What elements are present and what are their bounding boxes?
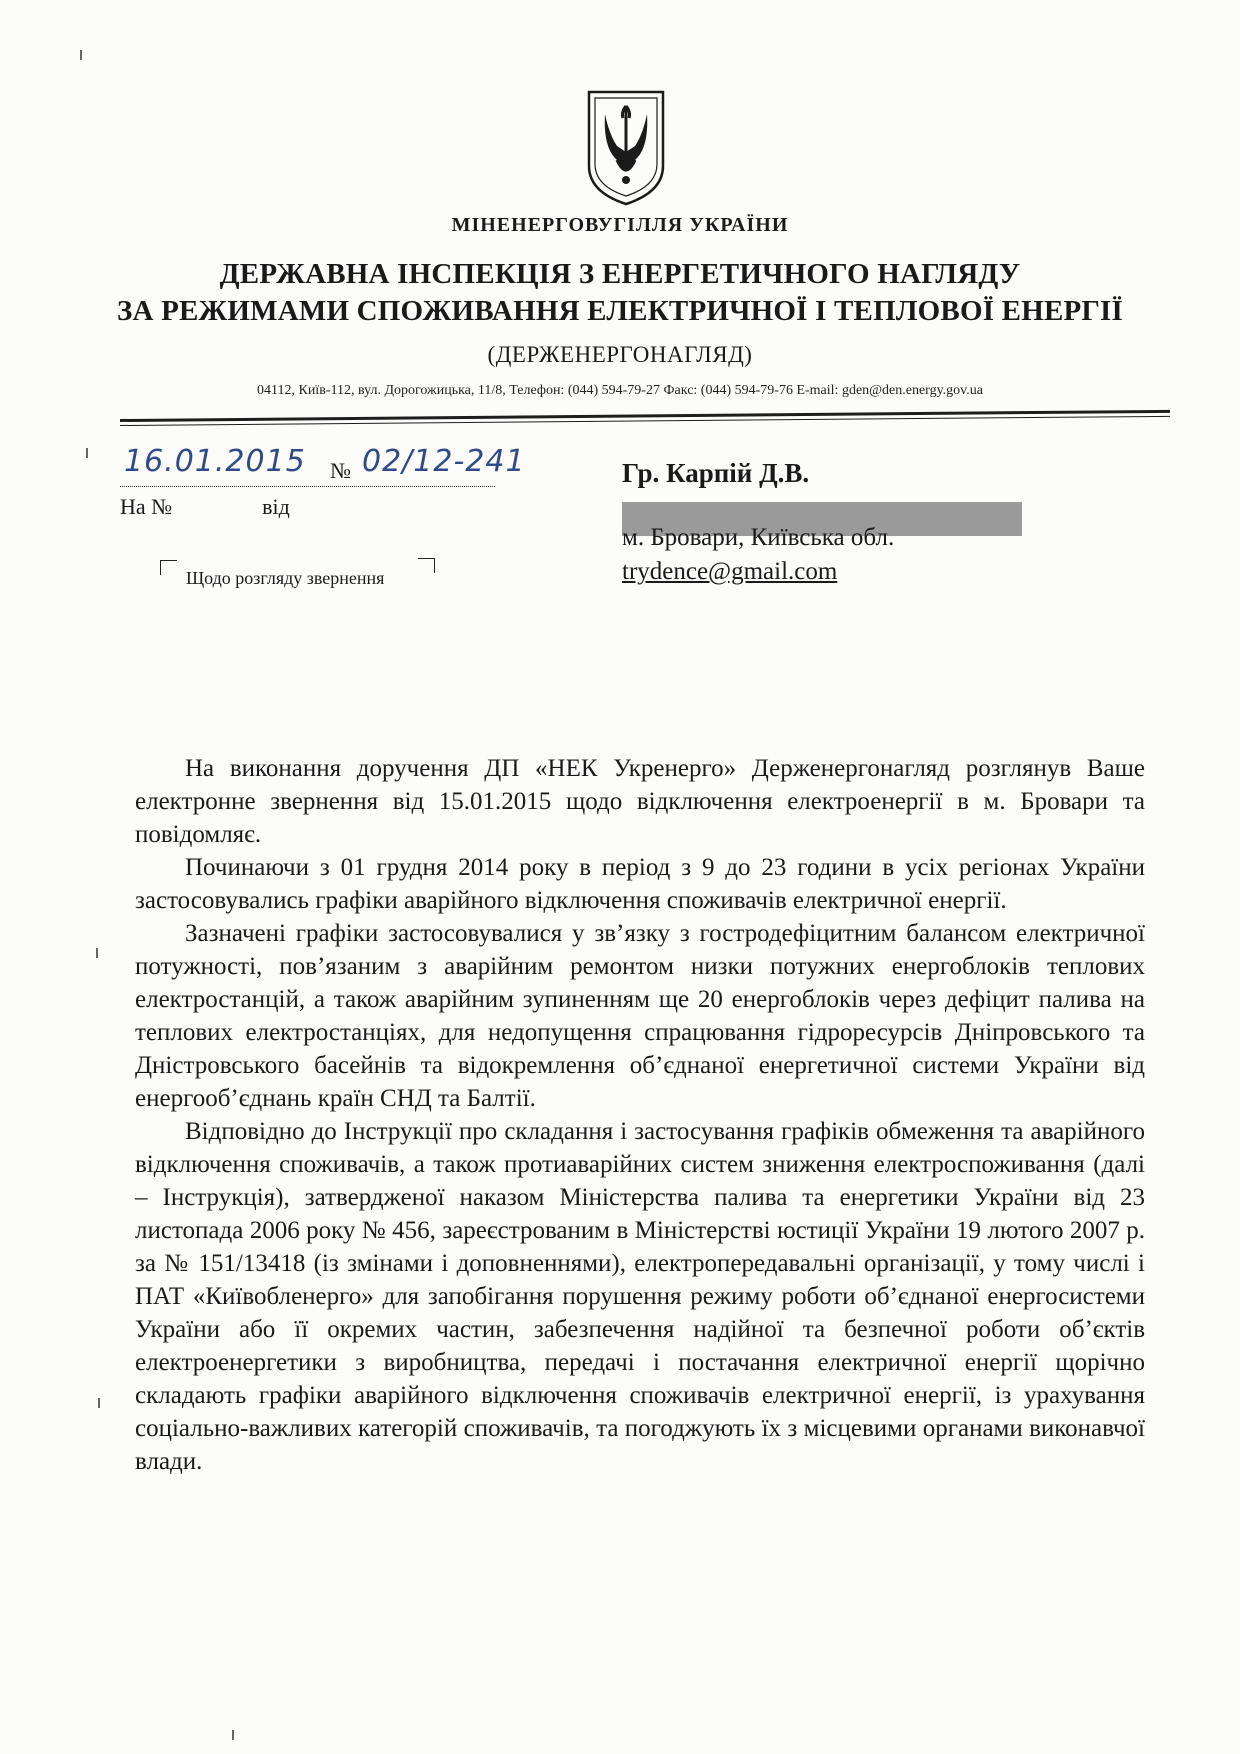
subject-bracket-right [418, 558, 435, 573]
agency-name-line2: ЗА РЕЖИМАМИ СПОЖИВАННЯ ЕЛЕКТРИЧНОЇ І ТЕПЛОВОЇ ЕНЕРГІЇ [116, 295, 1124, 327]
body-paragraph-4: Відповідно до Інструкції про складання і застосування графіків обмеження та аварійного відключення споживачів, а також протиаварійних систем зниження електроспоживання (далі – Інструкція), затвердженої наказом Міністерства палива та енергетики України від 23 листопада 2006 року № 456, зареєстрованим в Міністерстві юстиції України 19 лютого 2007 р. за № 151/13418 (із змінами і доповненнями), електропередавальні організації, у тому числі і ПАТ «Київобленерго» для запобігання порушення режиму роботи об’єднаної енергосистеми України або її окремих частин, забезпечення надійної та безпечної роботи об’єктів електроенергетики з виробництва, передачі і постачання електричної енергії щорічно складають графіки аварійного відключення споживачів електричної енергії, із урахування соціально-важливих категорій споживачів, та погоджують їх з місцевими органами виконавчої влади. [135, 1118, 1145, 1475]
reference-date-label: від [262, 494, 290, 519]
registration-number-label: № [330, 458, 351, 483]
agency-short-name: (ДЕРЖЕНЕРГОНАГЛЯД) [487, 342, 753, 367]
letter-subject: Щодо розгляду звернення [186, 568, 385, 588]
scan-mark [98, 1398, 100, 1408]
recipient-email: trydence@gmail.com [622, 558, 838, 585]
registration-number: 02/12-241 [362, 444, 526, 479]
trident-emblem-icon [583, 88, 669, 208]
registration-date: 16.01.2015 [124, 444, 306, 479]
subject-bracket-left [160, 560, 177, 575]
agency-name-line1: ДЕРЖАВНА ІНСПЕКЦІЯ З ЕНЕРГЕТИЧНОГО НАГЛЯДУ [219, 258, 1021, 290]
scan-mark [86, 448, 88, 458]
scan-mark [80, 50, 82, 60]
scan-mark [96, 948, 98, 958]
agency-address: 04112, Київ-112, вул. Дорогожицька, 11/8, Телефон: (044) 594-79-27 Факс: (044) 594-79-76 E-mail: gden@den.energy.gov.ua [257, 383, 983, 398]
ministry-name: МІНЕНЕРГОВУГІЛЛЯ УКРАЇНИ [451, 214, 789, 236]
body-paragraph-1: На виконання доручення ДП «НЕК Укренерго» Держенергонагляд розглянув Ваше електронне звернення від 15.01.2015 щодо відключення електроенергії в м. Бровари та повідомляє. [135, 755, 1145, 848]
reference-line [120, 494, 290, 520]
registration-underline [120, 486, 495, 487]
body-paragraph-2: Починаючи з 01 грудня 2014 року в період з 9 до 23 години в усіх регіонах України застосовувались графіки аварійного відключення споживачів електричної енергії. [135, 854, 1145, 914]
letter-body [135, 752, 1145, 1478]
reference-number-label: На № [120, 494, 173, 519]
recipient-city: м. Бровари, Київська обл. [622, 524, 895, 551]
scan-mark [232, 1730, 234, 1740]
recipient-name: Гр. Карпій Д.В. [622, 458, 810, 488]
body-paragraph-3: Зазначені графіки застосовувалися у зв’язку з гостродефіцитним балансом електричної потужності, пов’язаним з аварійним ремонтом низки потужних енергоблоків теплових електростанцій, а також аварійним зупиненням ще 20 енергоблоків через дефіцит палива на теплових електростанціях, для недопущення спрацювання гідроресурсів Дніпровського та Дністровського басейнів та відокремлення об’єднаної енергетичної системи України від енергооб’єднань країн СНД та Балтії. [135, 920, 1145, 1112]
